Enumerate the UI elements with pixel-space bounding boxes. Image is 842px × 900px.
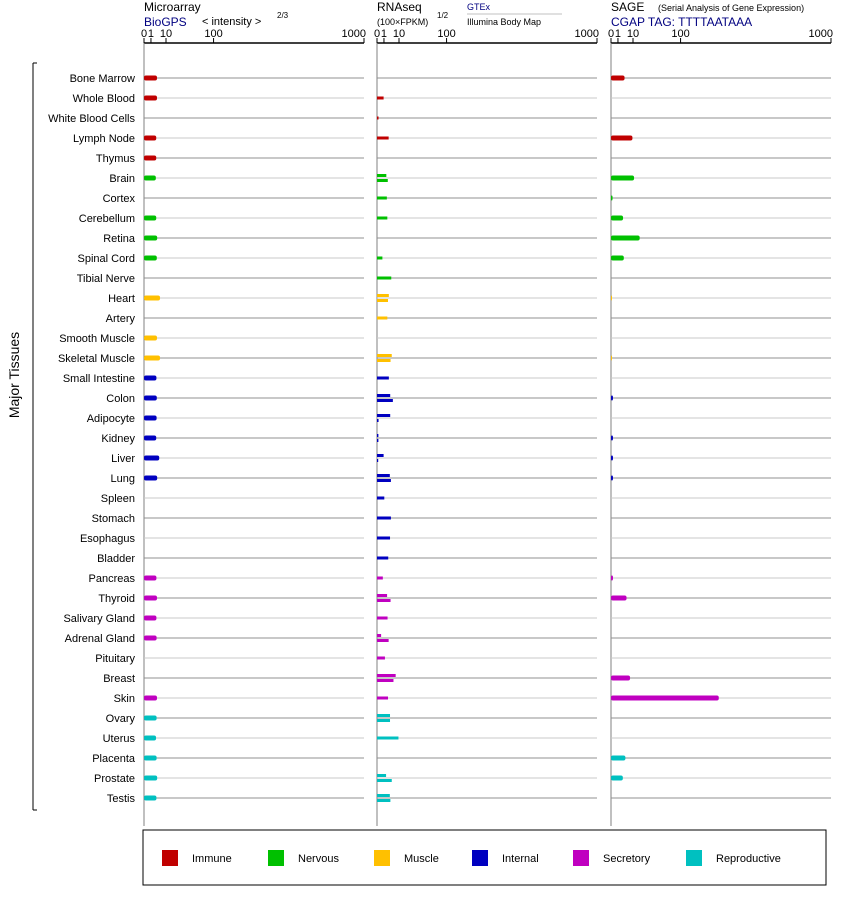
legend-swatch-reproductive: [686, 850, 702, 866]
rnaseq-bar: [377, 434, 378, 437]
tissue-label: Salivary Gland: [63, 613, 135, 625]
rnaseq-bar: [377, 577, 383, 580]
tissue-label: Prostate: [94, 773, 135, 785]
rnaseq-bar: [377, 399, 393, 402]
rnaseq-bar: [377, 174, 386, 177]
microarray-tick-label: 0: [140, 28, 148, 40]
microarray-bar: [144, 456, 159, 461]
rnaseq-bar: [377, 137, 389, 140]
sage-bar: [611, 576, 613, 581]
rnaseq-bar: [377, 657, 385, 660]
tissue-rows: [48, 73, 831, 805]
rnaseq-tick-label: 1000: [574, 28, 599, 40]
sage-bar: [611, 396, 613, 401]
microarray-bar: [144, 636, 157, 641]
legend-label-muscle: Muscle: [404, 853, 439, 865]
microarray-bar: [144, 696, 157, 701]
sage-bar: [611, 596, 627, 601]
microarray-bar: [144, 396, 157, 401]
sage-bar: [611, 296, 612, 301]
microarray-bar: [144, 476, 157, 481]
rnaseq-bar: [377, 479, 391, 482]
rnaseq-bar: [377, 674, 396, 677]
rnaseq-bar: [377, 774, 386, 777]
rnaseq-bar: [377, 557, 388, 560]
microarray-bar: [144, 296, 160, 301]
rnaseq-bar: [377, 217, 387, 220]
rnaseq-bar: [377, 117, 379, 120]
rnaseq-title: RNAseq: [377, 0, 422, 14]
sage-tick-label: 1000: [808, 28, 833, 40]
microarray-bar: [144, 796, 156, 801]
rnaseq-bar: [377, 414, 390, 417]
sage-title: SAGE: [611, 0, 645, 14]
microarray-bar: [144, 216, 156, 221]
legend-swatch-internal: [472, 850, 488, 866]
rnaseq-bar: [377, 517, 391, 520]
rnaseq-subtitle: (100×FPKM): [377, 17, 429, 27]
tissue-label: Thymus: [95, 153, 135, 165]
microarray-bar: [144, 776, 157, 781]
rnaseq-bar: [377, 394, 390, 397]
tissue-label: Spleen: [100, 493, 135, 505]
tissue-label: Stomach: [91, 513, 135, 525]
microarray-title: Microarray: [144, 0, 201, 14]
legend-label-immune: Immune: [192, 853, 232, 865]
sage-bar: [611, 436, 613, 441]
tissue-label: Artery: [105, 313, 135, 325]
microarray-subtitle: BioGPS: [144, 15, 187, 29]
tissue-label: Bladder: [97, 553, 135, 565]
microarray-bar: [144, 256, 157, 261]
rnaseq-bar: [377, 679, 393, 682]
tissue-label: Placenta: [92, 753, 135, 765]
rnaseq-bar: [377, 794, 390, 797]
sage-bar: [611, 256, 624, 261]
tissue-label: Cerebellum: [78, 213, 135, 225]
microarray-bar: [144, 356, 160, 361]
legend-swatch-secretory: [573, 850, 589, 866]
tissue-label: Cortex: [102, 193, 135, 205]
sage-subtitle: CGAP TAG: TTTTAATAAA: [611, 15, 753, 29]
microarray-bar: [144, 236, 157, 241]
microarray-bar: [144, 756, 157, 761]
microarray-bar: [144, 156, 156, 161]
rnaseq-bar: [377, 359, 391, 362]
rnaseq-bar: [377, 317, 387, 320]
sage-bar: [611, 456, 613, 461]
rnaseq-bar: [377, 594, 387, 597]
legend-label-nervous: Nervous: [298, 853, 339, 865]
tissue-label: Tibial Nerve: [76, 273, 135, 285]
tissue-label: Skin: [113, 693, 135, 705]
sage-bar: [611, 776, 623, 781]
legend-label-reproductive: Reproductive: [716, 853, 781, 865]
rnaseq-bar: [377, 439, 378, 442]
tissue-label: Retina: [103, 233, 135, 245]
microarray-bar: [144, 176, 156, 181]
sage-tick-label: 1: [614, 28, 622, 40]
tissue-label: Ovary: [105, 713, 135, 725]
legend-swatch-nervous: [268, 850, 284, 866]
sage-bar: [611, 356, 612, 361]
rnaseq-source-gtex: GTEx: [467, 2, 491, 12]
rnaseq-bar: [377, 639, 389, 642]
rnaseq-tick-label: 100: [437, 28, 456, 40]
tissue-label: Lymph Node: [73, 133, 135, 145]
tissue-label: Esophagus: [79, 533, 135, 545]
tissue-label: Small Intestine: [62, 373, 135, 385]
rnaseq-bar: [377, 737, 398, 740]
microarray-bar: [144, 596, 157, 601]
microarray-bar: [144, 436, 156, 441]
rnaseq-bar: [377, 197, 387, 200]
rnaseq-bar: [377, 714, 390, 717]
rnaseq-bar: [377, 454, 384, 457]
tissue-label: Uterus: [102, 733, 135, 745]
microarray-bar: [144, 336, 157, 341]
microarray-tick-label: 10: [159, 28, 173, 40]
rnaseq-bar: [377, 634, 381, 637]
legend-label-secretory: Secretory: [603, 853, 651, 865]
sage-bar: [611, 236, 640, 241]
expression-bars: [144, 76, 719, 803]
tissue-label: Breast: [103, 673, 135, 685]
sage-tick-label: 10: [626, 28, 640, 40]
tissue-label: White Blood Cells: [48, 113, 135, 125]
rnaseq-bar: [377, 179, 388, 182]
tissue-label: Liver: [111, 453, 135, 465]
rnaseq-bar: [377, 617, 388, 620]
sage-bar: [611, 136, 632, 141]
tissue-label: Colon: [106, 393, 135, 405]
microarray-bar: [144, 716, 157, 721]
tissue-label: Whole Blood: [72, 93, 135, 105]
microarray-tick-label: 1: [147, 28, 155, 40]
sage-bar: [611, 216, 623, 221]
rnaseq-bar: [377, 799, 390, 802]
tissue-label: Brain: [109, 173, 135, 185]
rnaseq-bar: [377, 599, 391, 602]
sage-tick-label: 100: [671, 28, 690, 40]
sage-bar: [611, 176, 634, 181]
microarray-bar: [144, 576, 156, 581]
sage-bar: [611, 676, 630, 681]
sage-bar: [611, 756, 625, 761]
rnaseq-bar: [377, 459, 378, 462]
rnaseq-bar: [377, 257, 382, 260]
rnaseq-bar: [377, 354, 392, 357]
tissue-label: Pancreas: [88, 573, 135, 585]
panel-header-sage: [611, 0, 804, 29]
legend-swatch-muscle: [374, 850, 390, 866]
tissue-label: Thyroid: [98, 593, 135, 605]
rnaseq-tick-label: 0: [373, 28, 381, 40]
sage-bar: [611, 476, 613, 481]
rnaseq-bar: [377, 377, 389, 380]
tissue-label: Adrenal Gland: [64, 633, 135, 645]
microarray-bar: [144, 736, 156, 741]
rnaseq-tick-label: 10: [392, 28, 406, 40]
microarray-bar: [144, 376, 156, 381]
microarray-bar: [144, 416, 157, 421]
sage-tick-label: 0: [607, 28, 615, 40]
rnaseq-bar: [377, 299, 388, 302]
tissue-label: Spinal Cord: [77, 253, 135, 265]
y-axis-label: Major Tissues: [6, 331, 22, 419]
rnaseq-bar: [377, 697, 388, 700]
tissue-label: Smooth Muscle: [59, 333, 135, 345]
tissue-label: Adipocyte: [86, 413, 135, 425]
rnaseq-bar: [377, 497, 384, 500]
microarray-bar: [144, 96, 157, 101]
rnaseq-bar: [377, 97, 384, 100]
rnaseq-bar: [377, 474, 390, 477]
panel-header-rnaseq: [377, 0, 562, 27]
rnaseq-bar: [377, 719, 390, 722]
rnaseq-bar: [377, 779, 392, 782]
rnaseq-tick-label: 1: [380, 28, 388, 40]
rnaseq-subtitle-exponent: 1/2: [437, 11, 449, 20]
rnaseq-source-illumina: Illumina Body Map: [467, 17, 542, 27]
sage-title-note: (Serial Analysis of Gene Expression): [658, 3, 805, 13]
sage-bar: [611, 196, 613, 201]
rnaseq-bar: [377, 537, 390, 540]
legend-label-internal: Internal: [502, 853, 539, 865]
tissue-label: Bone Marrow: [69, 73, 135, 85]
rnaseq-bar: [377, 419, 379, 422]
microarray-note-exponent: 2/3: [277, 11, 289, 20]
panel-header-microarray: [144, 0, 289, 29]
tissue-label: Lung: [110, 473, 135, 485]
microarray-note: < intensity >: [202, 16, 262, 28]
legend-swatch-immune: [162, 850, 178, 866]
microarray-bar: [144, 136, 156, 141]
tissue-label: Pituitary: [95, 653, 135, 665]
tissue-label: Kidney: [101, 433, 135, 445]
panel-axes: [141, 28, 833, 826]
rnaseq-bar: [377, 277, 391, 280]
microarray-bar: [144, 76, 157, 81]
tissue-label: Heart: [108, 293, 135, 305]
microarray-tick-label: 100: [204, 28, 223, 40]
y-axis-bracket: [6, 63, 37, 810]
legend: [143, 830, 826, 885]
tissue-label: Testis: [106, 793, 135, 805]
sage-bar: [611, 696, 719, 701]
microarray-tick-label: 1000: [341, 28, 366, 40]
microarray-bar: [144, 616, 156, 621]
sage-bar: [611, 76, 625, 81]
rnaseq-bar: [377, 294, 389, 297]
tissue-label: Skeletal Muscle: [57, 353, 135, 365]
